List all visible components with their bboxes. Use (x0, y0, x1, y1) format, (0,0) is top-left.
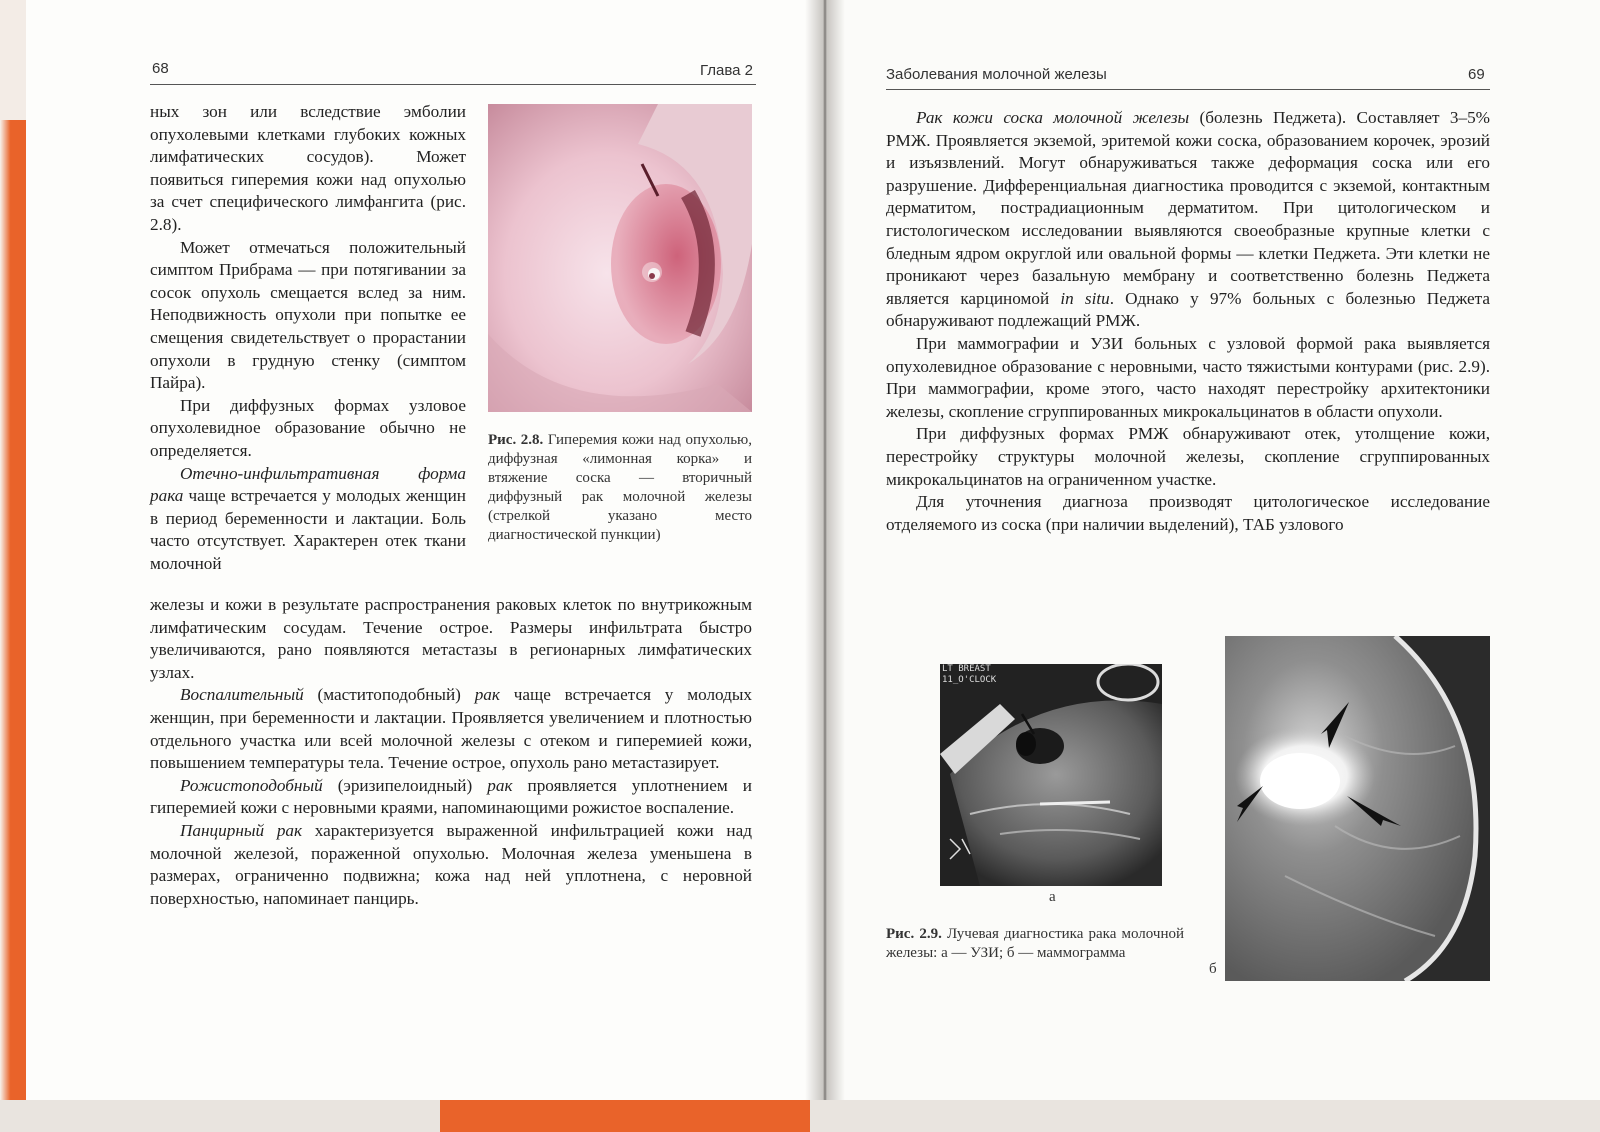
right-column (886, 107, 1490, 536)
arrow-icon (638, 162, 668, 202)
paragraph: Может отмечаться положительный симптом Прибрама — при потягивании за сосок опухоль смещается вслед за ним. Неподвижность опухоли при попытке ее смещения свидетельствует о прорастании опухоли в грудную стенку (симптом Пайра). (150, 237, 466, 393)
figure-2-9-caption: Рис. 2.9. Лучевая диагностика рака молочной железы: а — УЗИ; б — маммограмма (886, 926, 1184, 961)
arrow-icon (1321, 700, 1351, 750)
paragraph: При диффузных формах РМЖ обнаруживают отек, утолщение кожи, перестройку структуры молочной железы, скопление сгруппированных микрокальцинатов на ограниченном участке. (886, 424, 1490, 489)
left-narrow-column (150, 101, 466, 575)
figure-2-9a-label: а (1049, 889, 1056, 905)
paragraph: Рожистоподобный (эризипелоидный) рак проявляется уплотнением и гиперемией кожи с неровными краями, напоминающими рожистое воспаление. (150, 775, 752, 818)
chapter-title: Глава 2 (700, 62, 754, 79)
book-cover-orange (440, 1100, 810, 1132)
paragraph: При маммографии и УЗИ больных с узловой формой рака выявляется опухолевидное образование с неровными, часто тяжистыми контурами (рис. 2.9). При маммографии, кроме этого, часто находят перестройку архитектоники железы, скопление сгруппированных микрокальцинатов в области опухоли. (886, 333, 1490, 421)
term: Рак кожи соска молочной железы (916, 108, 1190, 127)
paragraph: При диффузных формах узловое опухолевидное образование обычно не определяется. (150, 395, 466, 460)
paragraph: Воспалительный (маститоподобный) рак чаще встречается у молодых женщин, при беременности и лактации. Проявляется увеличением и плотностью отдельного участка или всей молочной железы с отеком и гиперемией кожи, повышением температуры тела. Течение острое, опухоль рано метастазирует. (150, 685, 753, 773)
term: Отечно-инфильтративная форма рака (150, 463, 466, 506)
paragraph: ных зон или вследствие эмболии опухолевыми клетками глубоких кожных лимфатических сосудов). Может появиться гиперемия кожи над опухолью за счет специфического лимфангита (рис. 2.8). (150, 102, 466, 234)
figure-2-9a-ultrasound (940, 664, 1162, 886)
breast-photo (488, 104, 752, 412)
ultrasound-image (940, 664, 1162, 886)
page-number-left: 68 (152, 60, 169, 77)
arrow-icon (1020, 712, 1040, 738)
arrow-icon (1347, 794, 1403, 828)
figure-2-8-caption: Рис. 2.8. Гиперемия кожи над опухолью, диффузная «лимонная корка» и втяжение соска — вторичный диффузный рак молочной железы (стрелкой указано место диагностической пункции) (488, 432, 752, 543)
paragraph: Отечно-инфильтративная форма рака чаще встречается у молодых женщин в период беременности и лактации. Боль часто отсутствует. Характерен отек ткани молочной (150, 463, 466, 573)
paragraph: Для уточнения диагноза производят цитологическое исследование отделяемого из соска (при наличии выделений), ТАБ узлового (886, 492, 1490, 534)
figure-2-9b-label: б (1209, 961, 1217, 977)
arrow-icon (1235, 786, 1265, 824)
running-head: Заболевания молочной железы (886, 66, 1107, 83)
book-edge (0, 0, 26, 1132)
figure-2-8-photo (488, 104, 752, 412)
caption-label: Рис. 2.8. (488, 432, 544, 448)
header-rule-right (886, 89, 1490, 90)
paragraph: Рак кожи соска молочной железы (болезнь Педжета). Составляет 3–5% РМЖ. Проявляется экземой, эритемой кожи соска, образованием корочек, эрозий и изъязвлений. Могут обнаруживаться также деформация соска или его разрушение. Дифференциальная диагностика проводится с экземой, контактным дерматитом, пострадиационным дерматитом. При цитологическом и гистологическом исследовании выявляются своеобразные крупные клетки с бледным ядром округлой или овальной формы — клетки Педжета. Эти клетки не проникают через базальную мембрану и соответственно болезнь Педжета является карциномой in situ. Однако у 97% больных с болезнью Педжета обнаруживают подлежащий РМЖ. (886, 108, 1490, 331)
paragraph: железы и кожи в результате распространения раковых клеток по внутрикожным лимфатическим сосудам. Течение острое. Размеры инфильтрата быстро увеличиваются, рано появляются метастазы в регионарных лимфатических узлах. (150, 595, 752, 682)
book-gutter (805, 0, 845, 1100)
left-wide-column (150, 594, 752, 910)
figure-2-9b-mammogram (1225, 636, 1490, 981)
header-rule-left (150, 84, 756, 85)
ultrasound-overlay: LT BREAST 11_O'CLOCK (942, 664, 997, 685)
caption-label: Рис. 2.9. (886, 926, 942, 942)
page-number-right: 69 (1468, 66, 1485, 83)
paragraph: Панцирный рак характеризуется выраженной инфильтрацией кожи над молочной железой, пораженной опухолью. Молочная железа уменьшена в размерах, ограниченно подвижна; кожа над ней уплотнена, с неровной поверхностью, напоминает панцирь. (150, 820, 752, 908)
